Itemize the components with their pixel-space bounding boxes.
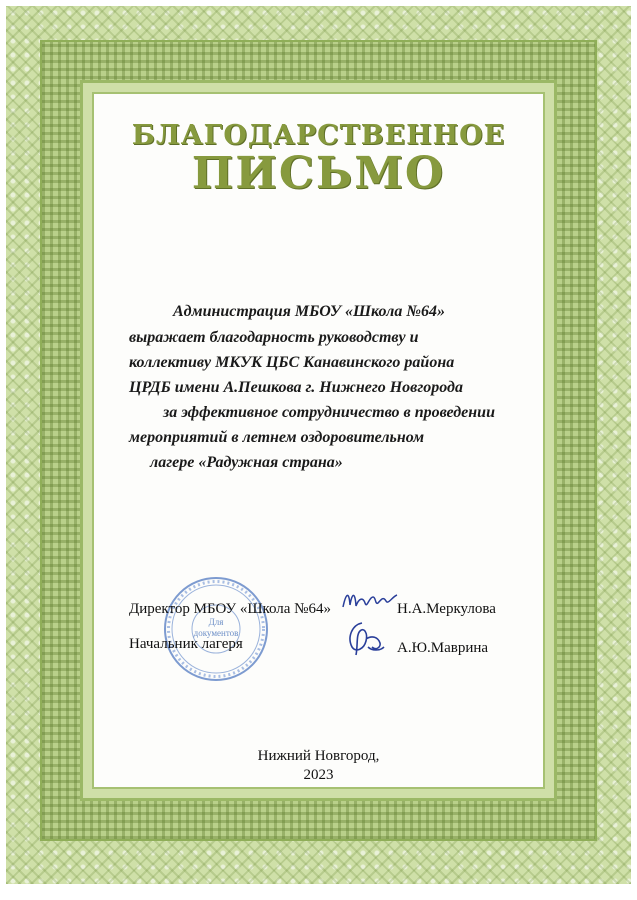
body-line-6: мероприятий в летнем оздоровительном: [129, 429, 425, 446]
round-stamp: [162, 575, 270, 683]
director-label: Директор МБОУ «Школа №64»: [129, 601, 331, 617]
footer-city: Нижний Новгород,: [257, 748, 380, 764]
heading-line-2: ПИСЬМО: [191, 148, 446, 199]
body-line-4: ЦРДБ имени А.Пешкова г. Нижнего Новгорода: [129, 379, 463, 396]
camp-head-signature: [342, 617, 387, 659]
footer-year: 2023: [303, 767, 334, 783]
camp-head-name: А.Ю.Маврина: [397, 640, 489, 656]
director-name: Н.А.Меркулова: [397, 601, 496, 617]
director-signature: [340, 585, 400, 615]
body-line-7: лагере «Радужная страна»: [150, 454, 343, 471]
body-line-3: коллективу МКУК ЦБС Канавинского района: [129, 354, 455, 371]
camp-head-label: Начальник лагеря: [129, 636, 243, 652]
body-line-5: за эффективное сотрудничество в проведении: [163, 404, 495, 421]
body-line-2: выражает благодарность руководству и: [129, 329, 419, 346]
body-line-1: Администрация МБОУ «Школа №64»: [173, 303, 445, 320]
stamp-text-1: Для: [208, 617, 224, 627]
heading-line-1: БЛАГОДАРСТВЕННОЕ: [131, 120, 506, 151]
stamp-text-2: документов: [193, 628, 239, 638]
